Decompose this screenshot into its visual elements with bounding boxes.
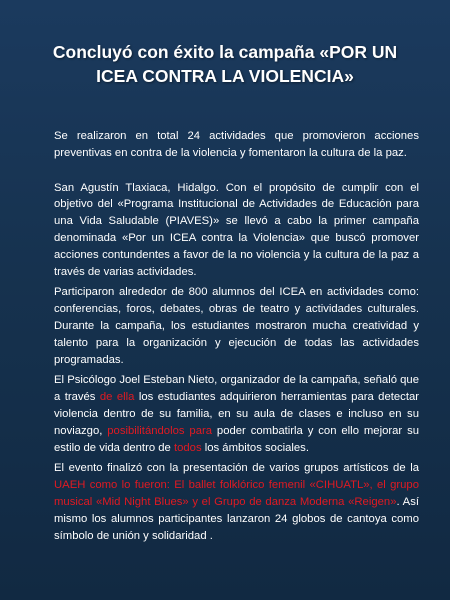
paragraph-5 — [54, 460, 419, 544]
paragraph-3: Participaron alrededor de 800 alumnos del ICEA en actividades como: conferencias, foros, debates, obras de teatro y actividades culturales. Durante la campaña, los estudiantes mostraron mucha creatividad y talento para la organización y ejecución de todas las actividades programadas. — [54, 286, 419, 366]
paragraph-4-text-2: los estudiantes adquirieron herramientas para detectar violencia dentro de su familia, en su aula de clases e incluso en su noviazgo, — [54, 391, 419, 437]
page-title: Concluyó con éxito la campaña «POR UN ICEA CONTRA LA VIOLENCIA» — [52, 42, 398, 86]
paragraph-4-highlight-3: todos — [173, 441, 202, 454]
lead-paragraph: Se realizaron en total 24 actividades que promovieron acciones preventivas en contra de la violencia y fomentaron la cultura de la paz. — [54, 130, 419, 159]
paragraph-2: San Agustín Tlaxiaca, Hidalgo. Con el propósito de cumplir con el objetivo del «Programa Institucional de Actividades de Educación para una Vida Saludable (PIAVES)» se llevó a cabo la primer campaña denominada «Por un ICEA contra la Violencia» que buscó promover acciones contundentes a favor de la no violencia y la cultura de la paz a través de varias actividades. — [54, 181, 419, 278]
article-body — [54, 128, 419, 544]
paragraph-5-text-1: El evento finalizó con la presentación de varios grupos artísticos de la — [54, 462, 419, 475]
paragraph-4-highlight-2: posibilitándolos para — [107, 424, 213, 437]
paragraph-5-highlight-1: UAEH como lo fueron: El ballet folklórico femenil «CIHUATL», el grupo musical «Mid Night Blues» y el Grupo de danza Moderna «Reigen» — [54, 479, 419, 508]
paragraph-4-text-1: El Psicólogo Joel Esteban Nieto, organizador de la campaña, señaló que a través — [54, 374, 419, 404]
paragraph-5-text-2: . Así mismo los alumnos participantes lanzaron 24 globos de cantoya como símbolo de unión y solidaridad . — [54, 495, 419, 542]
paragraph-4-highlight-1: de ella — [99, 391, 135, 404]
paragraph-4-text-3: poder combatirla y con ello mejorar su estilo de vida dentro de — [54, 424, 419, 454]
paragraph-4-text-4: los ámbitos sociales. — [201, 441, 309, 454]
paragraph-4 — [54, 372, 419, 456]
